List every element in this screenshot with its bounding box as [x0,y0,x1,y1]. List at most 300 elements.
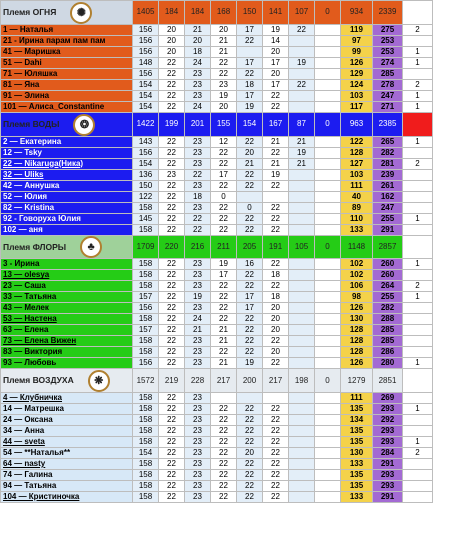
score-cell: 271 [373,101,403,112]
score-cell: 17 [211,270,237,281]
score-cell [315,90,341,101]
score-cell: 22 [237,314,263,325]
score-cell: 22 [211,314,237,325]
score-cell: 22 [237,470,263,481]
score-cell: 22 [237,224,263,235]
table-row [1,281,466,292]
score-cell: 23 [185,68,211,79]
score-cell: 22 [263,224,289,235]
score-cell: 22 [211,213,237,224]
score-cell [289,303,315,314]
score-cell: 22 [263,281,289,292]
score-cell: 22 [159,470,185,481]
score-cell: 22 [263,470,289,481]
score-cell: 22 [263,259,289,270]
member-name[interactable]: 82 — Kristina [1,202,133,213]
score-cell: 126 [341,303,373,314]
score-cell: 23 [185,459,211,470]
score-cell [315,393,341,404]
score-cell: 16 [237,259,263,270]
group-total-cell: 1405 [133,1,159,25]
table-row [1,481,466,492]
score-cell: 135 [341,426,373,437]
score-cell: 23 [185,347,211,358]
member-name[interactable]: 33 — Татьяна [1,292,133,303]
score-cell: 1 [403,46,433,57]
member-name[interactable]: 73 — Елена Вижен [1,336,133,347]
score-cell: 20 [211,101,237,112]
score-cell [289,347,315,358]
table-row [1,24,466,35]
score-cell [403,147,433,158]
score-cell [403,202,433,213]
group-total-cell: 141 [263,1,289,25]
member-name[interactable]: 43 — Мелек [1,303,133,314]
member-name[interactable]: 74 — Галина [1,470,133,481]
score-cell: 22 [237,415,263,426]
score-cell: 103 [341,169,373,180]
score-cell: 21 [211,325,237,336]
member-name[interactable]: 34 — Анна [1,426,133,437]
score-cell: 22 [159,347,185,358]
score-cell: 21 [263,158,289,169]
score-cell: 23 [185,259,211,270]
score-cell: 158 [133,202,159,213]
score-cell: 122 [341,136,373,147]
group-total-cell: 219 [159,369,185,393]
group-total-cell: 217 [263,369,289,393]
table-row [1,101,466,112]
member-name[interactable]: 21 - Ирина парам пам пам [1,35,133,46]
score-cell: 20 [159,46,185,57]
member-name[interactable]: 53 — Настена [1,314,133,325]
score-cell [289,259,315,270]
score-cell [289,314,315,325]
table-row [1,325,466,336]
score-cell: 260 [373,270,403,281]
score-cell: 19 [185,292,211,303]
table-row [1,347,466,358]
score-cell: 21 [263,136,289,147]
score-cell: 22 [159,224,185,235]
member-name[interactable]: 1 — Наталья [1,24,133,35]
score-cell: 291 [373,459,403,470]
score-cell: 1 [403,213,433,224]
score-cell [315,481,341,492]
score-cell: 22 [211,448,237,459]
table-row [1,136,466,147]
group-total-cell: 228 [185,369,211,393]
score-cell: 282 [373,303,403,314]
score-cell: 99 [341,46,373,57]
member-name[interactable]: 52 — Юлия [1,191,133,202]
score-cell: 130 [341,314,373,325]
score-cell: 22 [237,481,263,492]
score-cell [315,358,341,369]
score-cell [289,470,315,481]
score-cell: 128 [341,347,373,358]
score-cell: 22 [237,325,263,336]
score-cell: 1 [403,292,433,303]
score-cell: 23 [185,426,211,437]
score-cell: 22 [263,213,289,224]
score-cell: 22 [263,459,289,470]
score-cell [315,24,341,35]
member-name[interactable]: 92 - Говоруха Юлия [1,213,133,224]
score-cell: 261 [373,180,403,191]
group-header-flora [1,235,466,259]
score-cell [403,35,433,46]
group-total-cell: 963 [341,112,373,136]
score-cell [315,101,341,112]
member-name[interactable]: 14 — Матрешка [1,404,133,415]
score-cell: 156 [133,303,159,314]
table-row [1,358,466,369]
score-cell: 23 [185,202,211,213]
score-cell: 117 [341,101,373,112]
score-cell: 22 [237,459,263,470]
score-cell: 269 [373,393,403,404]
score-cell [315,325,341,336]
score-cell: 156 [133,147,159,158]
score-cell: 20 [237,147,263,158]
score-cell: 18 [263,270,289,281]
score-cell: 23 [185,481,211,492]
score-cell: 285 [373,336,403,347]
score-cell: 1 [403,57,433,68]
group-total-cell: 211 [211,235,237,259]
score-cell: 22 [263,404,289,415]
score-cell: 22 [185,169,211,180]
score-cell: 22 [263,448,289,459]
score-cell: 20 [211,24,237,35]
table-row [1,437,466,448]
score-cell: 22 [159,481,185,492]
score-cell: 156 [133,24,159,35]
score-cell: 22 [159,57,185,68]
score-cell: 122 [133,191,159,202]
score-cell: 150 [133,180,159,191]
group-total-cell: 155 [211,112,237,136]
score-cell: 22 [159,336,185,347]
table-row [1,180,466,191]
score-cell: 158 [133,437,159,448]
score-cell: 22 [211,437,237,448]
score-cell: 22 [159,270,185,281]
score-cell: 21 [211,46,237,57]
score-cell: 22 [263,180,289,191]
score-cell [289,358,315,369]
score-cell: 22 [211,224,237,235]
member-name[interactable]: 51 — Dahi [1,57,133,68]
score-cell [289,101,315,112]
table-row [1,459,466,470]
score-cell [403,180,433,191]
table-row [1,492,466,503]
score-cell: 20 [263,303,289,314]
member-name[interactable]: 102 — аня [1,224,133,235]
score-cell: 156 [133,358,159,369]
member-name[interactable]: 32 — Uliks [1,169,133,180]
member-name[interactable]: 23 — Саша [1,281,133,292]
score-cell: 22 [211,415,237,426]
score-cell [315,35,341,46]
score-cell: 275 [373,24,403,35]
score-cell: 22 [211,68,237,79]
group-header-pad [403,1,433,25]
score-cell: 20 [263,68,289,79]
score-cell: 130 [341,448,373,459]
member-name[interactable]: 54 — **Наталья** [1,448,133,459]
score-cell: 21 [289,136,315,147]
score-cell [315,492,341,503]
score-cell: 22 [237,404,263,415]
score-cell [315,68,341,79]
score-cell: 22 [211,470,237,481]
score-cell: 22 [159,158,185,169]
score-cell: 133 [341,492,373,503]
member-name[interactable]: 91 — Элина [1,90,133,101]
score-cell: 158 [133,470,159,481]
score-cell: 103 [341,90,373,101]
table-row [1,90,466,101]
score-cell: 0 [211,191,237,202]
score-cell [289,224,315,235]
member-name[interactable]: 12 — Tsky [1,147,133,158]
table-row [1,470,466,481]
score-cell: 22 [263,358,289,369]
score-cell [289,202,315,213]
score-cell [237,46,263,57]
score-cell: 22 [159,448,185,459]
score-cell: 285 [373,325,403,336]
air-emblem-icon: ❋ [88,370,110,392]
score-cell: 1 [403,101,433,112]
score-cell [289,281,315,292]
group-total-cell: 2851 [373,369,403,393]
score-cell: 128 [341,336,373,347]
score-cell: 21 [237,158,263,169]
score-cell [315,147,341,158]
score-cell: 21 [211,336,237,347]
score-cell [237,191,263,202]
score-cell: 154 [133,158,159,169]
score-cell [315,459,341,470]
score-cell: 22 [237,281,263,292]
member-name[interactable]: 63 — Елена [1,325,133,336]
score-cell: 19 [263,169,289,180]
table-row [1,147,466,158]
score-cell [315,470,341,481]
score-cell: 23 [185,415,211,426]
score-cell [315,213,341,224]
score-cell: 19 [211,259,237,270]
score-cell: 22 [263,202,289,213]
group-total-cell: 198 [289,369,315,393]
score-cell: 22 [237,169,263,180]
group-title: Племя ОГНЯ ✺ [1,1,133,25]
member-name[interactable]: 94 — Татьяна [1,481,133,492]
group-total-cell: 0 [315,112,341,136]
score-cell: 23 [185,393,211,404]
table-row [1,79,466,90]
score-cell [315,448,341,459]
score-cell [289,292,315,303]
score-cell: 22 [159,147,185,158]
score-cell: 145 [133,213,159,224]
score-cell: 22 [263,481,289,492]
member-name[interactable]: 22 — Nikaruga(Ника) [1,158,133,169]
score-cell: 162 [373,191,403,202]
score-cell: 22 [263,101,289,112]
score-cell: 24 [185,57,211,68]
score-cell [403,191,433,202]
member-name[interactable]: 83 — Виктория [1,347,133,358]
score-cell [289,270,315,281]
member-name[interactable]: 101 — Алиса_Constantine [1,101,133,112]
score-cell [315,79,341,90]
member-name[interactable]: 104 — Кристиночка [1,492,133,503]
group-total-cell: 1709 [133,235,159,259]
member-name[interactable]: 44 — sveta [1,437,133,448]
member-name[interactable]: 4 — Клубничка [1,393,133,404]
score-cell: 22 [211,347,237,358]
score-cell: 22 [237,35,263,46]
score-cell: 17 [211,169,237,180]
score-cell: 23 [185,270,211,281]
score-cell: 154 [133,448,159,459]
score-cell: 292 [373,415,403,426]
score-cell: 22 [263,336,289,347]
member-name[interactable]: 81 — Яна [1,79,133,90]
score-cell [289,213,315,224]
group-total-cell: 184 [185,1,211,25]
score-cell: 23 [185,336,211,347]
score-cell: 23 [185,437,211,448]
table-row [1,224,466,235]
score-cell: 22 [159,393,185,404]
group-title: Племя ВОЗДУХА ❋ [1,369,133,393]
score-cell: 134 [341,415,373,426]
table-row [1,213,466,224]
score-cell [315,57,341,68]
group-total-cell: 167 [263,112,289,136]
score-cell: 291 [373,224,403,235]
table-row [1,68,466,79]
score-cell: 135 [341,404,373,415]
score-cell [403,270,433,281]
score-cell: 22 [185,224,211,235]
score-cell: 22 [159,437,185,448]
score-cell: 23 [185,492,211,503]
score-cell: 111 [341,180,373,191]
score-cell: 20 [159,24,185,35]
group-header-water [1,112,466,136]
score-cell: 247 [373,90,403,101]
score-cell: 21 [211,35,237,46]
score-cell [289,191,315,202]
score-cell: 128 [341,147,373,158]
score-cell: 22 [159,259,185,270]
score-cell: 19 [289,57,315,68]
group-total-cell: 87 [289,112,315,136]
score-cell: 23 [185,404,211,415]
score-cell: 293 [373,437,403,448]
score-cell [289,393,315,404]
member-name[interactable]: 24 — Оксана [1,415,133,426]
score-cell: 89 [341,202,373,213]
score-cell: 22 [211,281,237,292]
group-header-pad [403,112,433,136]
score-cell [289,404,315,415]
group-header-air [1,369,466,393]
score-cell: 239 [373,169,403,180]
score-cell: 1 [403,437,433,448]
group-total-cell: 168 [211,1,237,25]
score-cell: 1 [403,358,433,369]
member-name[interactable]: 64 — nasty [1,459,133,470]
score-cell: 133 [341,459,373,470]
score-cell: 0 [237,202,263,213]
score-cell [315,415,341,426]
member-name[interactable]: 13 — olesya [1,270,133,281]
group-total-cell: 2339 [373,1,403,25]
score-cell [315,314,341,325]
score-cell: 22 [159,292,185,303]
score-cell: 143 [133,136,159,147]
score-cell [263,393,289,404]
score-cell: 281 [373,158,403,169]
table-row [1,57,466,68]
score-cell: 22 [159,358,185,369]
score-cell: 18 [185,191,211,202]
score-cell [403,347,433,358]
member-name[interactable]: 41 — Маришка [1,46,133,57]
member-name[interactable]: 2 — Екатерина [1,136,133,147]
tree-emblem-icon: ♣ [80,236,102,258]
score-cell: 22 [289,79,315,90]
score-cell: 22 [159,180,185,191]
score-cell: 23 [185,180,211,191]
score-cell: 23 [185,147,211,158]
score-cell: 23 [185,470,211,481]
member-name[interactable]: 71 — Юляшка [1,68,133,79]
score-cell: 154 [133,79,159,90]
score-cell: 293 [373,404,403,415]
group-total-cell: 220 [159,235,185,259]
score-cell: 158 [133,481,159,492]
member-name[interactable]: 3 - Ирина [1,259,133,270]
member-name[interactable]: 42 — Аннушка [1,180,133,191]
score-cell [315,224,341,235]
score-cell [315,404,341,415]
score-cell: 21 [289,158,315,169]
score-cell: 20 [263,314,289,325]
table-row [1,35,466,46]
score-cell: 154 [133,90,159,101]
score-cell: 20 [263,46,289,57]
score-cell [289,415,315,426]
score-cell: 22 [159,68,185,79]
score-cell: 17 [237,57,263,68]
member-name[interactable]: 93 — Любовь [1,358,133,369]
score-cell: 22 [159,325,185,336]
score-cell: 157 [133,325,159,336]
score-cell: 22 [289,24,315,35]
score-cell: 14 [263,35,289,46]
score-cell [315,191,341,202]
score-cell: 293 [373,481,403,492]
